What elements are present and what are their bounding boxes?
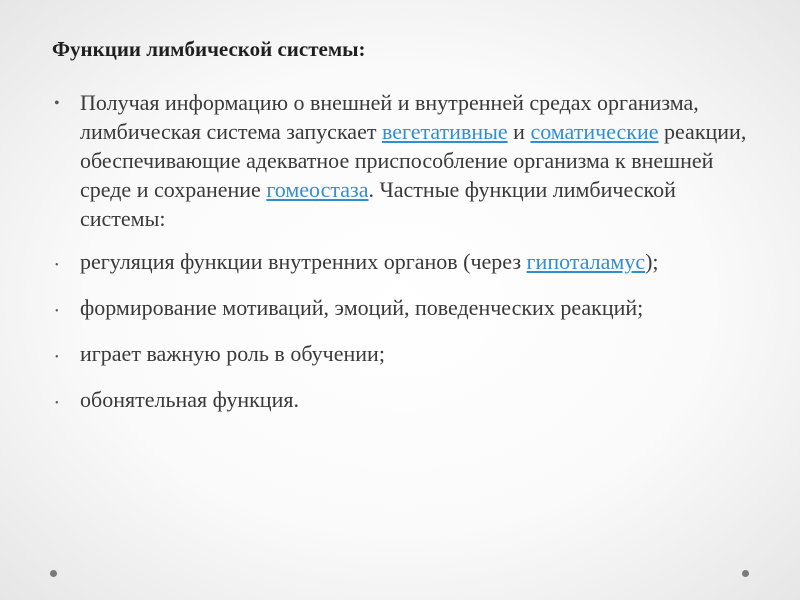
list-item-text: ); — [645, 249, 659, 274]
link-homeostasis[interactable]: гомеостаза — [266, 177, 369, 202]
intro-paragraph — [52, 88, 752, 233]
list-item-text: регуляция функции внутренних органов (через — [80, 249, 527, 274]
slide-title: Функции лимбической системы: — [52, 37, 366, 61]
bullet-icon: • — [55, 352, 59, 363]
list-item — [52, 247, 752, 276]
list-item-text: формирование мотиваций, эмоций, поведенческих реакций; — [80, 295, 644, 320]
intro-text-1: Получая информацию о внешней и внутренней средах организма, лимбическая система запускает — [80, 90, 699, 144]
list-item — [52, 339, 752, 368]
list-item-text: обонятельная функция. — [80, 387, 299, 412]
intro-text-2: и — [507, 119, 531, 144]
slide-content — [52, 88, 752, 431]
corner-dot-left — [50, 570, 57, 577]
list-item-text: играет важную роль в обучении; — [80, 341, 385, 366]
bullet-icon: • — [54, 95, 60, 112]
bullet-icon: • — [55, 260, 59, 271]
list-item — [52, 385, 752, 414]
corner-dot-right — [742, 570, 749, 577]
link-vegetative[interactable]: вегетативные — [381, 119, 508, 144]
list-item — [52, 293, 752, 322]
link-somatic[interactable]: соматические — [530, 119, 659, 144]
bullet-icon: • — [55, 306, 59, 317]
intro-text-3: реакции, обеспечивающие адекватное приспособление организма к внешней среде и сохранение — [80, 119, 747, 202]
link-hypothalamus[interactable]: гипоталамус — [526, 249, 646, 274]
intro-text-4: . Частные функции лимбической системы: — [80, 177, 676, 231]
bullet-icon: • — [55, 398, 59, 409]
